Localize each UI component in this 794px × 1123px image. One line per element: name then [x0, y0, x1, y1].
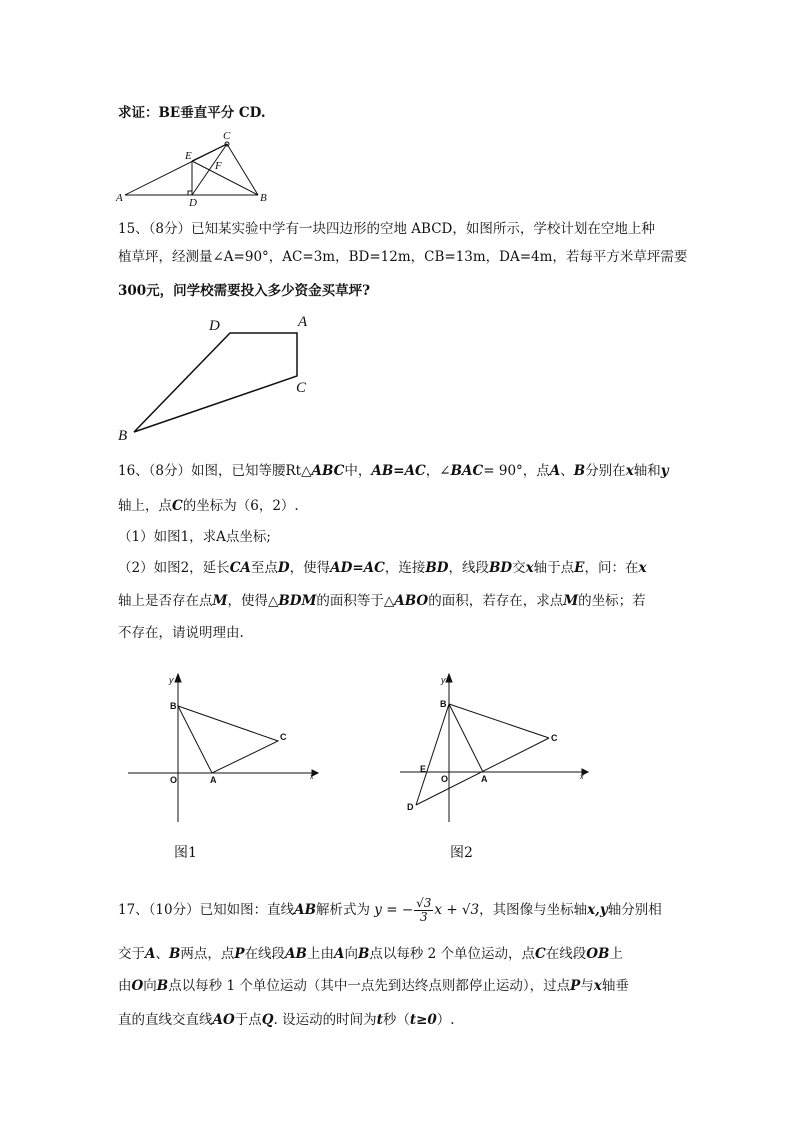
p17-point-p: P	[234, 946, 245, 962]
p16-text: ，∠	[425, 463, 451, 479]
fig16a-y-label: y	[169, 675, 174, 685]
p16-triangle-abc: △ABC	[301, 463, 345, 479]
p16-q2	[118, 558, 647, 578]
p16-point-m: M	[563, 593, 579, 609]
p16-point-c: C	[172, 498, 183, 514]
p17-eq-rest: x + √3	[434, 902, 480, 918]
p16-y: y	[660, 463, 669, 479]
fig16b-caption: 图2	[450, 845, 473, 861]
p17-line1	[118, 897, 662, 924]
fig16a-label-C: C	[280, 732, 287, 742]
p17-text: 由	[118, 978, 132, 994]
p17-text: ）.	[436, 1012, 455, 1028]
fig15-label-D: D	[209, 318, 220, 334]
p16-text: 的面积，若存在，求点	[428, 593, 564, 609]
figure-16-2	[398, 670, 598, 830]
p16-text: （2）如图2，延长	[118, 560, 230, 576]
p17-text: 在线段	[244, 946, 286, 962]
fig16a-x-label: x	[310, 774, 314, 781]
p17-t: t	[376, 1012, 383, 1028]
p17-xy: x,y	[587, 902, 608, 918]
fig16a-label-O: O	[170, 775, 178, 785]
p16-q3	[118, 591, 646, 611]
p17-t-condition: t≥0	[409, 1012, 437, 1028]
p17-text: 上由	[306, 946, 334, 962]
p17-text: 17、（10分）已知如图：直线	[118, 902, 295, 918]
p16-x: x	[625, 463, 634, 479]
p17-ob: OB	[586, 946, 610, 962]
fig16a-caption: 图1	[174, 845, 197, 861]
p17-text: 交于	[118, 946, 145, 962]
p17-point-a: A	[145, 946, 156, 962]
p16-point-e: E	[574, 560, 585, 576]
p17-text: 秒（	[382, 1012, 410, 1028]
p16-text: 的坐标为（6，2）.	[182, 498, 299, 514]
p16-text: 分别在	[585, 463, 626, 479]
p17-text: 在线段	[545, 946, 587, 962]
p17-text: 点以每秒 1 个单位运动（其中一点先到达终点则都停止运动），过点	[168, 978, 571, 994]
p17-text: 、	[155, 946, 169, 962]
p16-text: ，连接	[384, 560, 426, 576]
p16-line1	[118, 461, 669, 481]
p17-text: ，其图像与坐标轴	[479, 902, 588, 918]
fig16a-label-B: B	[170, 701, 177, 711]
p16-ab-eq-ac: AB=AC	[371, 463, 426, 479]
p17-text: 向	[143, 978, 157, 994]
p16-text: 轴上，点	[118, 498, 172, 514]
p16-text: ，使得	[289, 560, 331, 576]
p17-eq-denominator: 3	[419, 910, 428, 924]
p17-text: 点以每秒 2 个单位运动，点	[369, 946, 536, 962]
p17-equation	[374, 896, 480, 924]
fig16a-label-A: A	[210, 775, 217, 785]
p17-point-c: C	[535, 946, 546, 962]
p16-text: 中，	[344, 463, 372, 479]
p16-bd: BD	[488, 560, 513, 576]
p17-ab: AB	[285, 946, 307, 962]
p17-point-p: P	[570, 978, 581, 994]
fig16b-label-E: E	[420, 764, 427, 774]
p17-ab: AB	[294, 902, 316, 918]
p16-x: x	[638, 560, 647, 576]
fig16b-label-D: D	[407, 802, 414, 812]
p17-text: 直的直线交直线	[118, 1012, 213, 1028]
p16-ad-eq-ac: AD=AC	[330, 560, 385, 576]
figure-16-1	[124, 670, 324, 830]
p17-line2	[118, 944, 623, 964]
p16-point-m: M	[212, 593, 228, 609]
p16-text: 轴于点	[533, 560, 575, 576]
p16-text: ，使得△	[227, 593, 279, 609]
p16-text: ，线段	[448, 560, 489, 576]
p17-text: 轴分别相	[607, 902, 662, 918]
fig16b-y-label: y	[441, 675, 446, 685]
fig16b-label-A: A	[481, 774, 488, 784]
p16-q1: （1）如图1，求A点坐标;	[118, 529, 271, 545]
figure-15	[112, 308, 322, 443]
p17-text: 解析式为	[316, 902, 370, 918]
p16-text: ，问：在	[584, 560, 639, 576]
p16-point-d: D	[277, 560, 290, 576]
fig15-label-A: A	[298, 314, 308, 330]
p17-point-b: B	[156, 978, 169, 994]
p16-text: 的面积等于△	[316, 593, 395, 609]
p17-line3	[118, 976, 629, 996]
p17-eq-numerator: √3	[416, 896, 432, 910]
p17-ao: AO	[212, 1012, 235, 1028]
p16-bd: BD	[425, 560, 449, 576]
p17-point-q: Q	[261, 1012, 274, 1028]
p16-text: 交	[512, 560, 526, 576]
p17-point-b: B	[168, 946, 181, 962]
p16-text: 轴上是否存在点	[118, 593, 213, 609]
fig14-label-E: E	[185, 150, 192, 162]
p15-line2: 植草坪，经测量∠A=90°，AC=3m，BD=12m，CB=13m，DA=4m，若每平方米草坪需要	[118, 249, 688, 265]
p17-text: 向	[344, 946, 358, 962]
p17-text: 与	[580, 978, 594, 994]
p17-point-b: B	[357, 946, 370, 962]
p16-line2	[118, 496, 299, 516]
p16-q4: 不存在，请说明理由.	[118, 625, 244, 641]
p16-text: 至点	[250, 560, 278, 576]
p17-text: 两点，点	[180, 946, 235, 962]
p16-ca: CA	[229, 560, 251, 576]
p16-text: = 90°，点	[483, 463, 550, 479]
figure-14	[115, 127, 275, 207]
fig15-label-C: C	[296, 380, 307, 396]
p16-text: 16、（8分）如图，已知等腰Rt	[118, 463, 302, 479]
fig14-label-A: A	[116, 192, 123, 204]
fig14-label-C: C	[223, 130, 231, 142]
fig16b-x-label: x	[580, 774, 584, 781]
p17-text: 于点	[234, 1012, 262, 1028]
p16-triangle-abo: ABO	[394, 593, 429, 609]
p16-x: x	[525, 560, 534, 576]
p17-eq-fraction	[414, 897, 433, 924]
p17-text: 轴垂	[601, 978, 629, 994]
fig14-label-F: F	[215, 160, 222, 172]
p17-point-o: O	[131, 978, 144, 994]
p16-text: 、	[560, 463, 574, 479]
p17-x: x	[593, 978, 602, 994]
p17-text: 上	[609, 946, 623, 962]
fig16b-label-O: O	[441, 774, 449, 784]
p16-triangle-bdm: BDM	[278, 593, 317, 609]
p16-point-a: A	[549, 463, 561, 479]
p17-text: . 设运动的时间为	[273, 1012, 377, 1028]
p16-angle-bac: BAC	[450, 463, 484, 479]
fig16b-label-B: B	[440, 699, 447, 709]
p16-text: 轴和	[633, 463, 661, 479]
p14-prove: 求证：BE垂直平分 CD.	[118, 105, 266, 121]
p15-line1: 15、（8分）已知某实验中学有一块四边形的空地 ABCD，如图所示，学校计划在空地上种	[118, 221, 655, 237]
fig16b-label-C: C	[551, 733, 558, 743]
p16-text: 的坐标；若	[578, 593, 646, 609]
p17-line4	[118, 1010, 455, 1030]
p16-point-b: B	[573, 463, 586, 479]
p17-point-a: A	[333, 946, 345, 962]
fig14-label-D: D	[189, 197, 197, 207]
fig15-label-B: B	[118, 428, 128, 443]
p15-line3: 300元，问学校需要投入多少资金买草坪?	[118, 283, 371, 299]
fig14-label-B: B	[260, 192, 267, 204]
p17-eq-y: y = −	[374, 902, 414, 918]
